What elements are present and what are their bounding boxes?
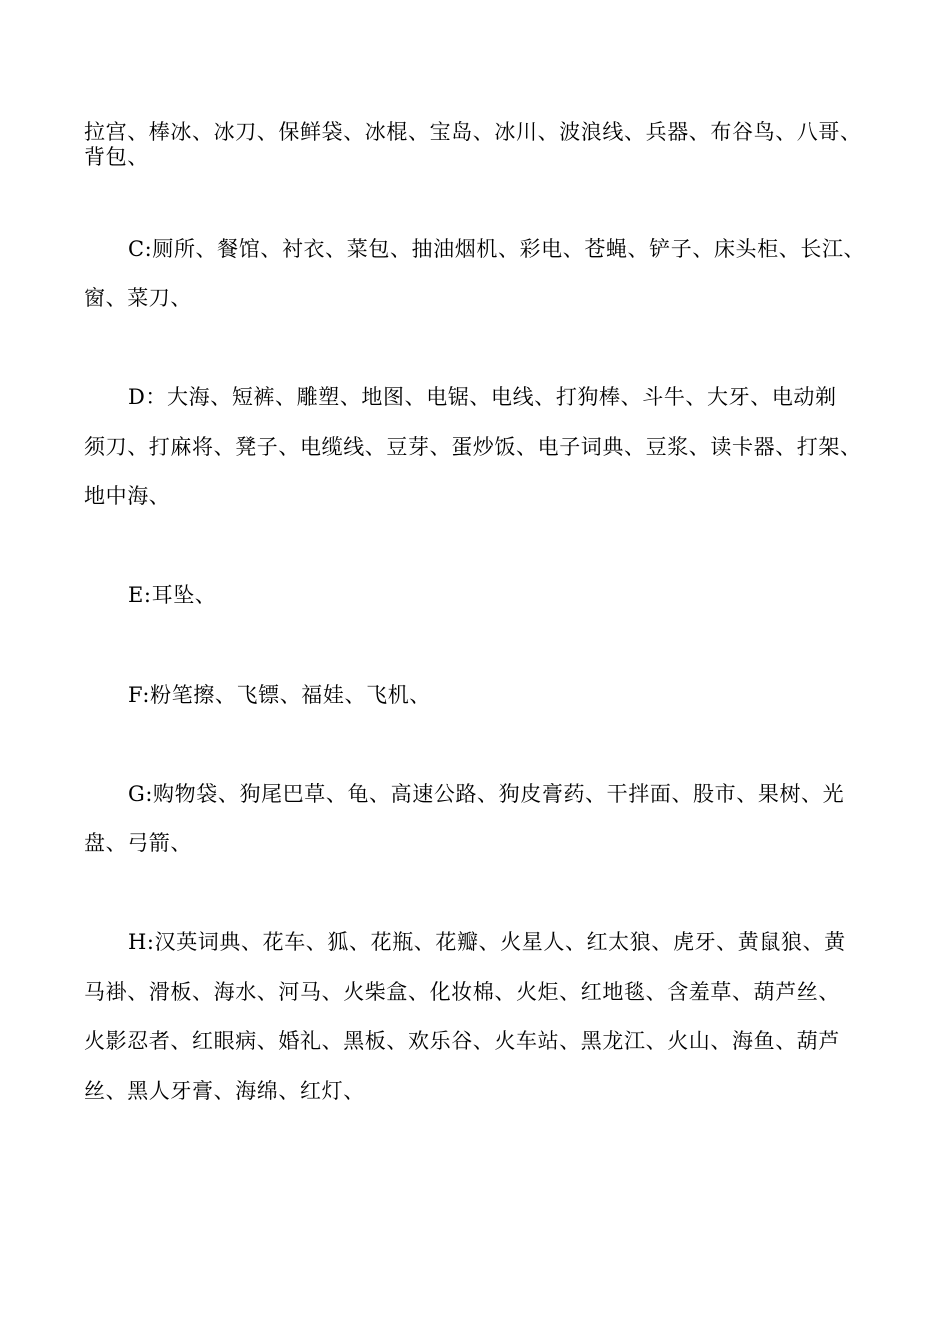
text-line: 须刀、打麻将、凳子、电缆线、豆芽、蛋炒饭、电子词典、豆浆、读卡器、打架、 (84, 435, 862, 459)
text-line: 地中海、 (84, 484, 171, 508)
text-line: C:厕所、餐馆、衬衣、菜包、抽油烟机、彩电、苍蝇、铲子、床头柜、长江、 (128, 237, 866, 261)
text-line: 背包、 (84, 145, 149, 169)
text-line: 窗、菜刀、 (84, 286, 192, 310)
text-line: 火影忍者、红眼病、婚礼、黑板、欢乐谷、火车站、黑龙江、火山、海鱼、葫芦 (84, 1029, 840, 1053)
text-line: 盘、弓箭、 (84, 831, 192, 855)
text-line: G:购物袋、狗尾巴草、龟、高速公路、狗皮膏药、干拌面、股市、果树、光 (128, 782, 845, 806)
text-line: 丝、黑人牙膏、海绵、红灯、 (84, 1079, 365, 1103)
text-line: E:耳坠、 (128, 583, 217, 607)
text-line: F:粉笔擦、飞镖、福娃、飞机、 (128, 683, 431, 707)
text-line: 马褂、滑板、海水、河马、火柴盒、化妆棉、火炬、红地毯、含羞草、葫芦丝、 (84, 980, 840, 1004)
text-line: 拉宫、棒冰、冰刀、保鲜袋、冰棍、宝岛、冰川、波浪线、兵器、布谷鸟、八哥、 (84, 120, 862, 144)
text-line: H:汉英词典、花车、狐、花瓶、花瓣、火星人、红太狼、虎牙、黄鼠狼、黄 (128, 930, 846, 954)
text-line: D：大海、短裤、雕塑、地图、电锯、电线、打狗棒、斗牛、大牙、电动剃 (128, 385, 837, 409)
